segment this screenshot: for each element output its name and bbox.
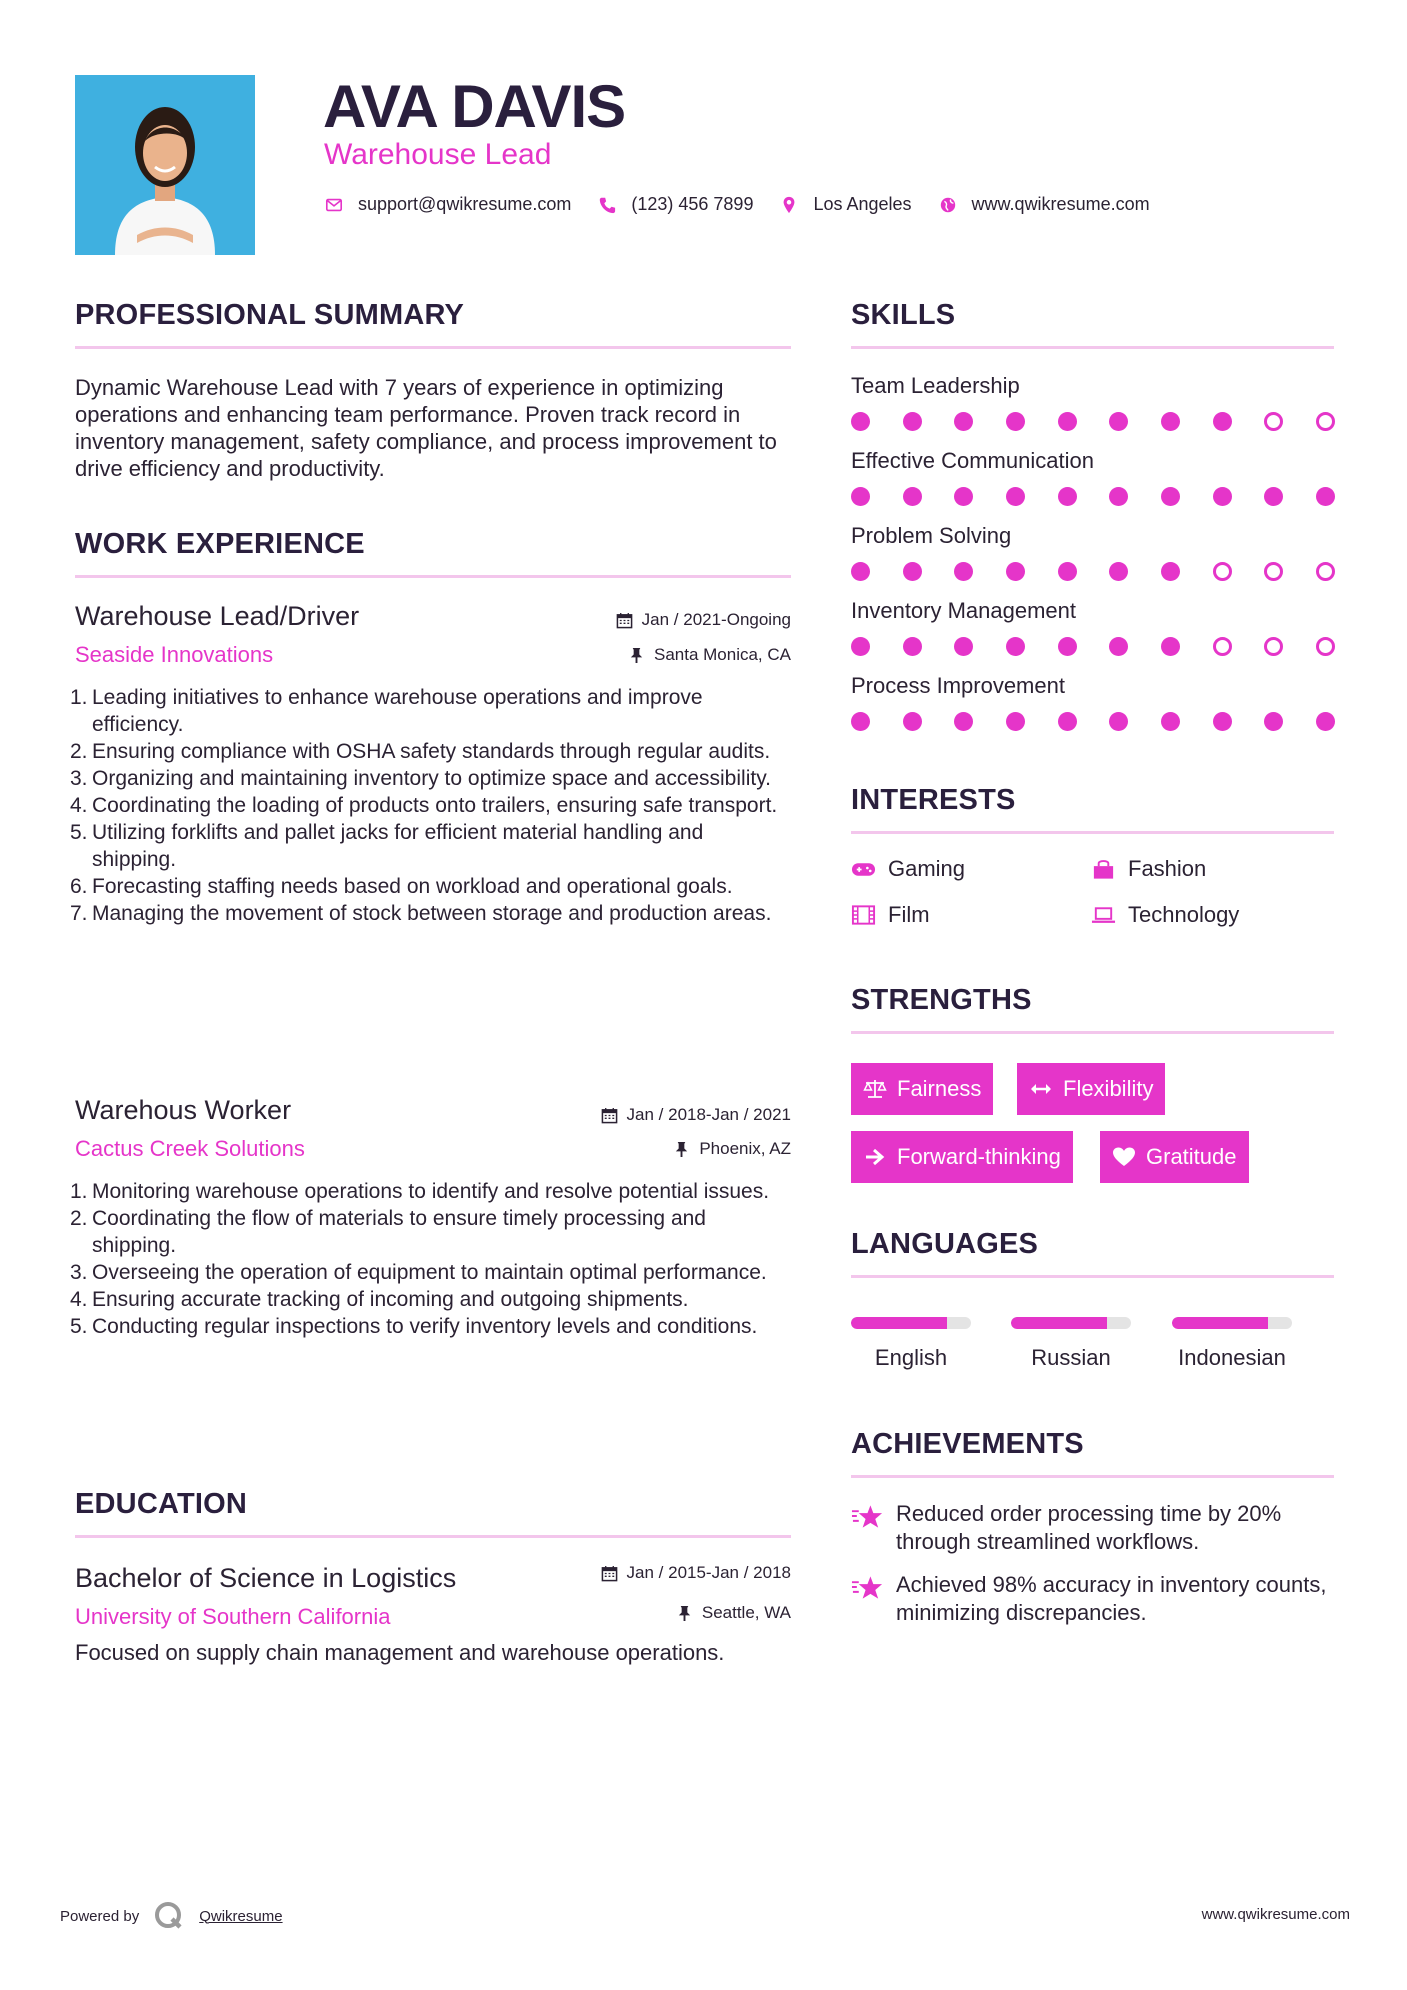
skill-dot-filled xyxy=(1109,412,1128,431)
skill-dot-filled xyxy=(1006,487,1025,506)
job-location xyxy=(628,645,791,665)
bullet-text: Coordinating the loading of products onto trailers, ensuring safe transport. xyxy=(92,794,778,817)
skill-dot-filled xyxy=(903,487,922,506)
education-divider xyxy=(75,1535,791,1538)
arrow-right-icon xyxy=(863,1146,887,1168)
heart-icon xyxy=(1112,1146,1136,1168)
list-item: 3. Overseeing the operation of equipment to maintain optimal performance. xyxy=(70,1261,767,1284)
job-title: Warehous Worker xyxy=(75,1095,292,1125)
globe-icon xyxy=(938,195,958,215)
interest-label: Fashion xyxy=(1128,856,1207,881)
skill-dot-filled xyxy=(954,562,973,581)
skill-dot-empty xyxy=(1213,637,1232,656)
skill-dot-filled xyxy=(1006,712,1025,731)
footer-url[interactable]: www.qwikresume.com xyxy=(1201,1906,1350,1923)
job-company: Seaside Innovations xyxy=(75,642,274,667)
skill-dot-empty xyxy=(1264,562,1283,581)
bullet-text: Ensuring compliance with OSHA safety standards through regular audits. xyxy=(92,740,771,763)
strength-label: Flexibility xyxy=(1063,1076,1154,1101)
job-dates-text: Jan / 2018-Jan / 2021 xyxy=(626,1105,791,1124)
bullet-text: Organizing and maintaining inventory to optimize space and accessibility. xyxy=(92,767,771,790)
list-item: 5. Conducting regular inspections to verify inventory levels and conditions. xyxy=(70,1315,758,1338)
strengths-divider xyxy=(851,1031,1334,1034)
interests-heading: INTERESTS xyxy=(851,784,1016,816)
skill-rating xyxy=(851,412,1335,434)
job-location-text: Phoenix, AZ xyxy=(699,1139,791,1158)
list-item: 5. Utilizing forklifts and pallet jacks for efficient material handling and shipping. xyxy=(70,821,704,871)
skill-dot-empty xyxy=(1316,562,1335,581)
interest-label: Gaming xyxy=(888,856,966,881)
skill-dot-filled xyxy=(954,412,973,431)
shopping-bag-icon xyxy=(1091,858,1116,880)
skill-dot-filled xyxy=(954,712,973,731)
strength-tag xyxy=(1017,1063,1165,1115)
job-bullets xyxy=(70,684,792,927)
list-item: 6. Forecasting staffing needs based on workload and operational goals. xyxy=(70,875,733,898)
education-dates xyxy=(601,1563,791,1583)
experience-divider xyxy=(75,575,791,578)
candidate-role: Warehouse Lead xyxy=(324,138,552,171)
skill-dot-filled xyxy=(1058,412,1077,431)
languages-divider xyxy=(851,1275,1334,1278)
skills-divider xyxy=(851,346,1334,349)
skill-rating xyxy=(851,562,1335,584)
interest-item xyxy=(1091,856,1206,882)
website-text: www.qwikresume.com xyxy=(971,194,1150,214)
balance-scale-icon xyxy=(863,1078,887,1100)
job-dates-text: Jan / 2021-Ongoing xyxy=(641,610,791,629)
list-item: 4. Coordinating the loading of products onto trailers, ensuring safe transport. xyxy=(70,794,778,817)
skill-name: Team Leadership xyxy=(851,373,1020,398)
skill-dot-filled xyxy=(954,487,973,506)
strength-label: Fairness xyxy=(897,1076,982,1101)
achievement-item xyxy=(851,1500,1335,1556)
bullet-text: Managing the movement of stock between storage and production areas. xyxy=(92,902,772,925)
film-icon xyxy=(851,904,876,926)
skill-dot-filled xyxy=(1161,562,1180,581)
envelope-icon xyxy=(324,195,344,215)
map-pin-icon xyxy=(779,195,799,215)
footer-powered-by xyxy=(60,1900,283,1932)
skill-dot-filled xyxy=(1213,412,1232,431)
achievement-text: Reduced order processing time by 20% through streamlined workflows. xyxy=(896,1501,1282,1554)
arrows-horizontal-icon xyxy=(1029,1078,1053,1100)
skill-dot-filled xyxy=(1161,637,1180,656)
degree-title: Bachelor of Science in Logistics xyxy=(75,1563,457,1593)
skill-dot-filled xyxy=(1058,562,1077,581)
calendar-icon xyxy=(601,1565,618,1582)
bullet-text: Forecasting staffing needs based on workload and operational goals. xyxy=(92,875,733,898)
skill-dot-filled xyxy=(1316,487,1335,506)
skill-dot-filled xyxy=(1213,487,1232,506)
contact-location xyxy=(779,194,911,215)
skill-dot-filled xyxy=(1316,712,1335,731)
strength-tag xyxy=(851,1131,1073,1183)
shooting-star-icon xyxy=(851,1502,884,1532)
skill-dot-filled xyxy=(1006,637,1025,656)
interests-divider xyxy=(851,831,1334,834)
skill-dot-filled xyxy=(851,637,870,656)
list-item: 4. Ensuring accurate tracking of incoming and outgoing shipments. xyxy=(70,1288,689,1311)
language-name: English xyxy=(874,1345,948,1370)
achievements-heading: ACHIEVEMENTS xyxy=(851,1428,1084,1460)
candidate-name: AVA DAVIS xyxy=(323,73,626,140)
pushpin-icon xyxy=(676,1605,693,1622)
skill-dot-filled xyxy=(1109,637,1128,656)
strength-label: Gratitude xyxy=(1146,1144,1237,1169)
job-dates xyxy=(601,1105,791,1125)
skill-name: Inventory Management xyxy=(851,598,1077,623)
education-heading: EDUCATION xyxy=(75,1488,248,1520)
brand-link[interactable]: Qwikresume xyxy=(199,1907,283,1925)
profile-photo xyxy=(75,75,255,255)
education-location-text: Seattle, WA xyxy=(701,1603,791,1622)
gamepad-icon xyxy=(851,858,876,880)
contact-phone[interactable] xyxy=(597,194,753,215)
list-item: 1. Monitoring warehouse operations to identify and resolve potential issues. xyxy=(70,1180,770,1203)
skill-rating xyxy=(851,712,1335,734)
skill-dot-filled xyxy=(851,487,870,506)
qwikresume-logo-icon xyxy=(153,1900,185,1932)
interest-item xyxy=(1091,902,1239,928)
skill-dot-empty xyxy=(1316,412,1335,431)
interest-label: Film xyxy=(888,902,930,927)
language-level-bar xyxy=(851,1317,971,1329)
skill-name: Problem Solving xyxy=(851,523,1012,548)
skill-dot-filled xyxy=(1109,562,1128,581)
language-level-bar xyxy=(1011,1317,1131,1329)
bullet-text: Monitoring warehouse operations to identify and resolve potential issues. xyxy=(92,1180,770,1203)
bullet-text: Ensuring accurate tracking of incoming and outgoing shipments. xyxy=(92,1288,689,1311)
pushpin-icon xyxy=(628,647,645,664)
language-name: Russian xyxy=(1031,1345,1111,1370)
languages-heading: LANGUAGES xyxy=(851,1228,1039,1260)
achievement-text: Achieved 98% accuracy in inventory counts, minimizing discrepancies. xyxy=(896,1572,1327,1625)
skill-rating xyxy=(851,487,1335,509)
skill-dot-filled xyxy=(1058,637,1077,656)
skill-dot-filled xyxy=(903,562,922,581)
achievement-item xyxy=(851,1571,1335,1627)
bullet-text: Conducting regular inspections to verify inventory levels and conditions. xyxy=(92,1315,758,1338)
shooting-star-icon xyxy=(851,1573,884,1603)
list-item: 3. Organizing and maintaining inventory to optimize space and accessibility. xyxy=(70,767,771,790)
contact-row xyxy=(324,194,1176,215)
achievements-divider xyxy=(851,1475,1334,1478)
calendar-icon xyxy=(616,612,633,629)
education-dates-text: Jan / 2015-Jan / 2018 xyxy=(626,1563,791,1582)
skill-dot-filled xyxy=(903,712,922,731)
skill-dot-filled xyxy=(1161,487,1180,506)
laptop-icon xyxy=(1091,904,1116,926)
school-name: University of Southern California xyxy=(75,1604,391,1629)
skill-dot-filled xyxy=(903,412,922,431)
skill-dot-filled xyxy=(851,712,870,731)
bullet-text: Utilizing forklifts and pallet jacks for efficient material handling and shipping. xyxy=(92,821,704,871)
job-location-text: Santa Monica, CA xyxy=(653,645,791,664)
skill-dot-filled xyxy=(851,412,870,431)
summary-divider xyxy=(75,346,791,349)
skill-dot-filled xyxy=(954,637,973,656)
language-level-fill xyxy=(1172,1317,1268,1329)
strength-tag xyxy=(851,1063,993,1115)
skill-dot-filled xyxy=(1213,712,1232,731)
education-description: Focused on supply chain management and warehouse operations. xyxy=(75,1640,725,1665)
calendar-icon xyxy=(601,1107,618,1124)
powered-by-label: Powered by xyxy=(60,1907,140,1925)
interest-label: Technology xyxy=(1128,902,1240,927)
contact-email[interactable] xyxy=(324,194,571,215)
skill-dot-filled xyxy=(903,637,922,656)
education-location xyxy=(676,1603,791,1623)
interest-item xyxy=(851,856,965,882)
skill-dot-empty xyxy=(1264,637,1283,656)
language-level-fill xyxy=(851,1317,947,1329)
skill-dot-filled xyxy=(1109,712,1128,731)
skills-heading: SKILLS xyxy=(851,299,956,331)
email-text: support@qwikresume.com xyxy=(358,194,572,214)
phone-icon xyxy=(597,195,617,215)
skill-dot-filled xyxy=(1161,712,1180,731)
skill-dot-empty xyxy=(1316,637,1335,656)
skill-rating xyxy=(851,637,1335,659)
bullet-text: Coordinating the flow of materials to ensure timely processing and shipping. xyxy=(92,1207,706,1257)
language-level-fill xyxy=(1011,1317,1107,1329)
pushpin-icon xyxy=(673,1141,690,1158)
skill-dot-filled xyxy=(1006,562,1025,581)
phone-text: (123) 456 7899 xyxy=(631,194,754,214)
strength-tag xyxy=(1100,1131,1249,1183)
skill-dot-filled xyxy=(1109,487,1128,506)
skill-dot-filled xyxy=(1058,712,1077,731)
job-dates xyxy=(616,610,791,630)
contact-website[interactable] xyxy=(938,194,1150,215)
experience-heading: WORK EXPERIENCE xyxy=(75,528,365,560)
summary-heading: PROFESSIONAL SUMMARY xyxy=(75,299,465,331)
skill-dot-filled xyxy=(1264,487,1283,506)
language-name: Indonesian xyxy=(1178,1345,1286,1370)
list-item: 2. Coordinating the flow of materials to ensure timely processing and shipping. xyxy=(70,1207,706,1257)
skill-dot-filled xyxy=(851,562,870,581)
list-item: 7. Managing the movement of stock between storage and production areas. xyxy=(70,902,772,925)
list-item: 1. Leading initiatives to enhance warehouse operations and improve efficiency. xyxy=(70,686,703,736)
person-portrait-icon xyxy=(75,75,255,255)
job-location xyxy=(673,1139,791,1159)
skill-name: Effective Communication xyxy=(851,448,1094,473)
list-item: 2. Ensuring compliance with OSHA safety standards through regular audits. xyxy=(70,740,771,763)
skill-dot-filled xyxy=(1006,412,1025,431)
skill-dot-empty xyxy=(1264,412,1283,431)
job-bullets xyxy=(70,1178,792,1340)
skill-dot-filled xyxy=(1264,712,1283,731)
job-company: Cactus Creek Solutions xyxy=(75,1136,305,1161)
interest-item xyxy=(851,902,930,928)
job-title: Warehouse Lead/Driver xyxy=(75,601,360,631)
skill-dot-filled xyxy=(1161,412,1180,431)
location-text: Los Angeles xyxy=(813,194,912,214)
skill-name: Process Improvement xyxy=(851,673,1065,698)
skill-dot-empty xyxy=(1213,562,1232,581)
strength-label: Forward-thinking xyxy=(897,1144,1061,1169)
language-level-bar xyxy=(1172,1317,1292,1329)
summary-text: Dynamic Warehouse Lead with 7 years of experience in optimizing operations and enhancing team performance. Proven track record in inventory management, safety compliance, and process improvement to drive efficiency and productivity. xyxy=(75,375,777,481)
bullet-text: Overseeing the operation of equipment to maintain optimal performance. xyxy=(92,1261,767,1284)
bullet-text: Leading initiatives to enhance warehouse operations and improve efficiency. xyxy=(92,686,703,736)
strengths-heading: STRENGTHS xyxy=(851,984,1032,1016)
skill-dot-filled xyxy=(1058,487,1077,506)
